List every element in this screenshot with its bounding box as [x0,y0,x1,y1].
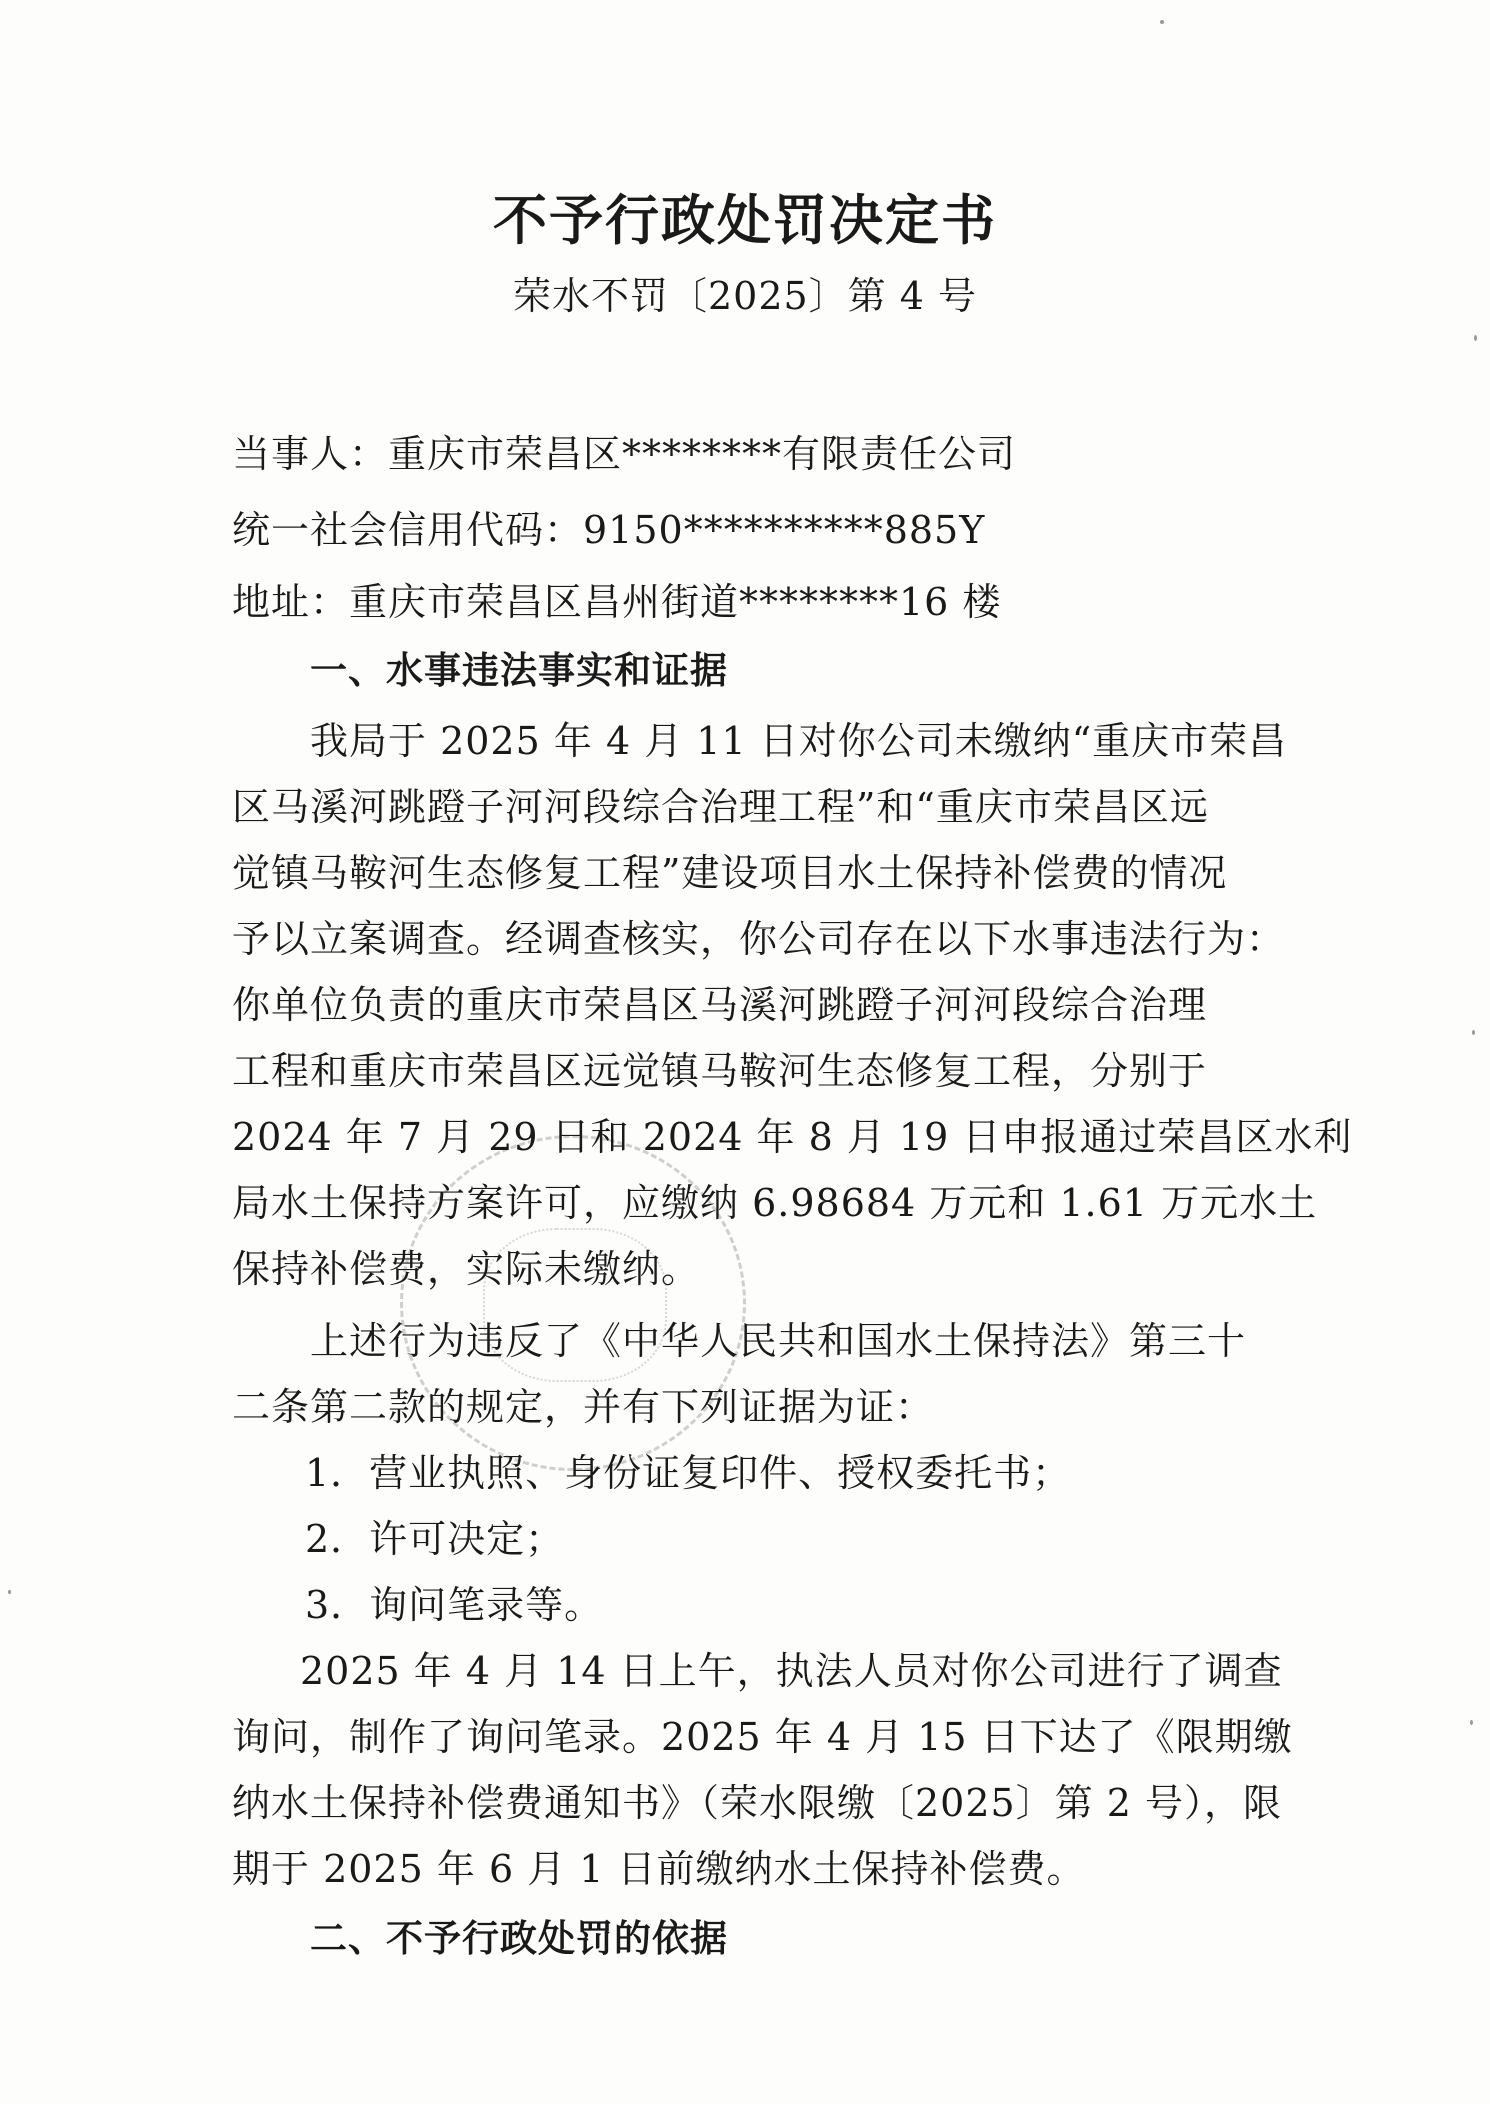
para1-line: 觉镇马鞍河生态修复工程”建设项目水土保持补偿费的情况 [232,851,1228,895]
para2-line: 二条第二款的规定，并有下列证据为证： [232,1385,935,1429]
para3-line: 纳水土保持补偿费通知书》（荣水限缴〔2025〕第 2 号），限 [232,1781,1283,1825]
para1-line: 工程和重庆市荣昌区远觉镇马鞍河生态修复工程，分别于 [232,1049,1208,1093]
para1-line: 你单位负责的重庆市荣昌区马溪河跳蹬子河河段综合治理 [232,983,1208,1027]
document-number: 荣水不罚〔2025〕第 4 号 [512,274,978,318]
party-line: 当事人：重庆市荣昌区********有限责任公司 [232,432,1017,476]
para1-line: 予以立案调查。经调查核实，你公司存在以下水事违法行为： [232,917,1286,961]
credit-code-line: 统一社会信用代码：9150**********885Y [232,508,986,552]
para1-line: 2024 年 7 月 29 日和 2024 年 8 月 19 日申报通过荣昌区水利 [232,1115,1353,1159]
para3-line: 询问，制作了询问笔录。2025 年 4 月 15 日下达了《限期缴 [232,1715,1293,1759]
evidence-item: 2．许可决定； [305,1517,565,1561]
para3-line: 期于 2025 年 6 月 1 日前缴纳水土保持补偿费。 [232,1847,1086,1891]
section2-heading: 二、不予行政处罚的依据 [310,1917,728,1960]
para3-line: 2025 年 4 月 14 日上午，执法人员对你公司进行了调查 [300,1649,1283,1693]
para1-line: 保持补偿费，实际未缴纳。 [232,1247,701,1291]
scan-speck [8,1590,11,1594]
para1-line: 局水土保持方案许可，应缴纳 6.98684 万元和 1.61 万元水土 [232,1181,1318,1225]
scan-speck [1474,335,1477,341]
document-title: 不予行政处罚决定书 [493,188,997,252]
para2-line: 上述行为违反了《中华人民共和国水土保持法》第三十 [310,1319,1247,1363]
scan-speck [1470,1720,1473,1725]
para1-line: 区马溪河跳蹬子河河段综合治理工程”和“重庆市荣昌区远 [232,785,1209,829]
scan-speck [1160,20,1164,24]
address-line: 地址：重庆市荣昌区昌州街道********16 楼 [232,580,1002,624]
section1-heading: 一、水事违法事实和证据 [310,649,728,692]
evidence-item: 3．询问笔录等。 [305,1583,604,1627]
evidence-item: 1．营业执照、身份证复印件、授权委托书； [305,1451,1072,1495]
para1-line: 我局于 2025 年 4 月 11 日对你公司未缴纳“重庆市荣昌 [310,719,1288,763]
scan-speck [1472,1030,1475,1035]
